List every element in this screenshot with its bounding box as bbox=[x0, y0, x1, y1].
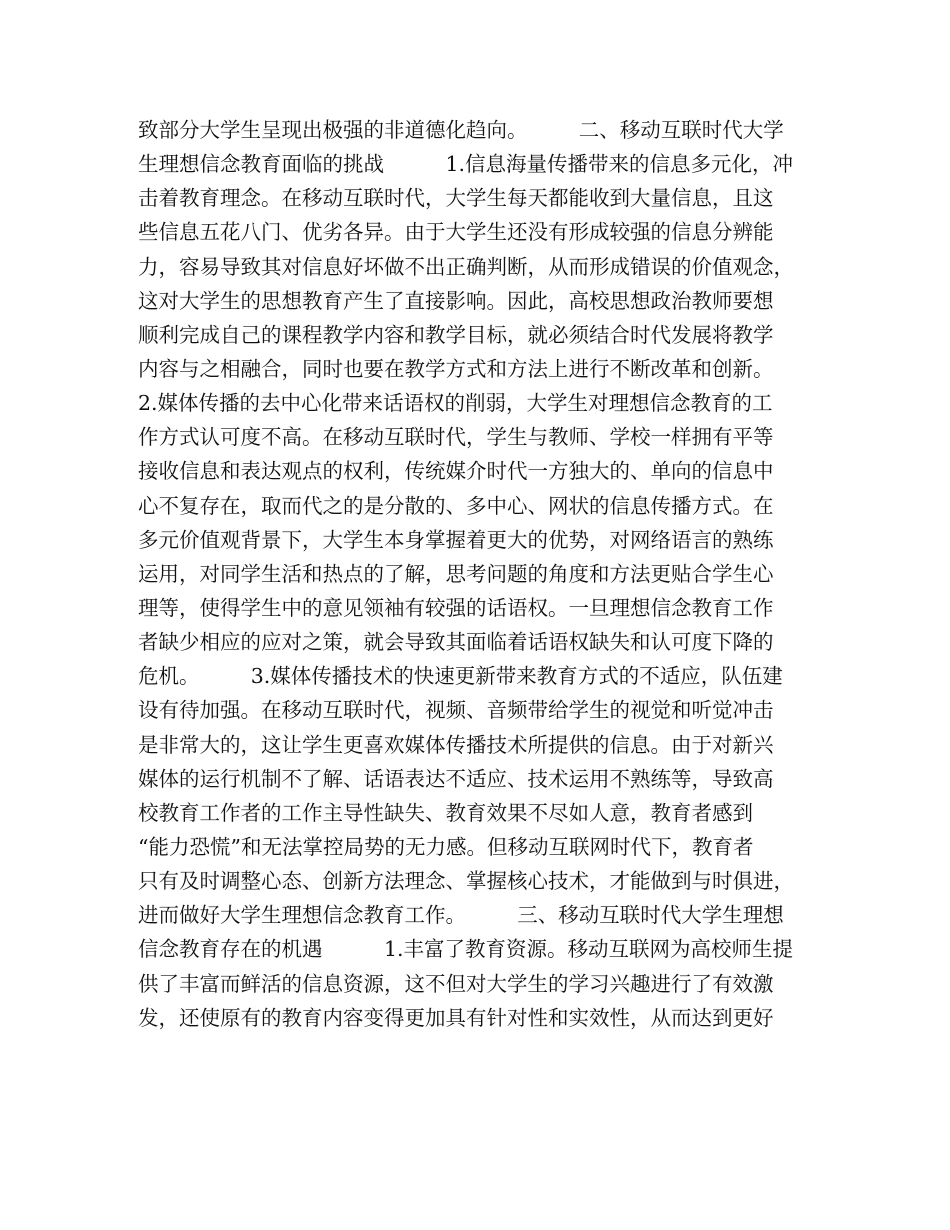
text-line: 这对大学生的思想教育产生了直接影响。因此，高校思想政治教师要想 bbox=[138, 288, 774, 313]
text-line: “能力恐慌”和无法掌控局势的无力感。但移动互联网时代下，教育者 bbox=[138, 834, 754, 859]
text-line: 生理想信念教育面临的挑战 1.信息海量传播带来的信息多元化，冲 bbox=[138, 152, 794, 177]
body-text bbox=[138, 113, 828, 1035]
text-line: 2.媒体传播的去中心化带来话语权的削弱，大学生对理想信念教育的工 bbox=[138, 391, 773, 416]
text-line: 些信息五花八门、优劣各异。由于大学生还没有形成较强的信息分辨能 bbox=[138, 220, 774, 245]
text-line: 是非常大的，这让学生更喜欢媒体传播技术所提供的信息。由于对新兴 bbox=[138, 732, 774, 757]
text-line: 设有待加强。在移动互联时代，视频、音频带给学生的视觉和听觉冲击 bbox=[138, 698, 774, 723]
text-line: 运用，对同学生活和热点的了解，思考问题的角度和方法更贴合学生心 bbox=[138, 561, 774, 586]
text-line: 进而做好大学生理想信念教育工作。 三、移动互联时代大学生理想 bbox=[138, 903, 784, 928]
text-line: 作方式认可度不高。在移动互联时代，学生与教师、学校一样拥有平等 bbox=[138, 425, 774, 450]
text-line: 力，容易导致其对信息好坏做不出正确判断，从而形成错误的价值观念， bbox=[138, 254, 794, 279]
text-line: 危机。 3.媒体传播技术的快速更新带来教育方式的不适应，队伍建 bbox=[138, 664, 783, 689]
text-line: 发，还使原有的教育内容变得更加具有针对性和实效性，从而达到更好 bbox=[138, 1005, 774, 1030]
text-line: 信念教育存在的机遇 1.丰富了教育资源。移动互联网为高校师生提 bbox=[138, 937, 794, 962]
text-line: 者缺少相应的应对之策，就会导致其面临着话语权缺失和认可度下降的 bbox=[138, 630, 774, 655]
text-line: 校教育工作者的工作主导性缺失、教育效果不尽如人意，教育者感到 bbox=[138, 800, 753, 825]
text-line: 理等，使得学生中的意见领袖有较强的话语权。一旦理想信念教育工作 bbox=[138, 595, 774, 620]
text-line: 多元价值观背景下，大学生本身掌握着更大的优势，对网络语言的熟练 bbox=[138, 527, 774, 552]
text-line: 顺利完成自己的课程教学内容和教学目标，就必须结合时代发展将教学 bbox=[138, 322, 774, 347]
text-line: 媒体的运行机制不了解、话语表达不适应、技术运用不熟练等，导致高 bbox=[138, 766, 774, 791]
text-line: 致部分大学生呈现出极强的非道德化趋向。 二、移动互联时代大学 bbox=[138, 118, 784, 142]
text-line: 心不复存在，取而代之的是分散的、多中心、网状的信息传播方式。在 bbox=[138, 493, 774, 518]
text-line: 只有及时调整心态、创新方法理念、掌握核心技术，才能做到与时俱进， bbox=[138, 869, 794, 894]
text-line: 击着教育理念。在移动互联时代，大学生每天都能收到大量信息，且这 bbox=[138, 186, 774, 211]
text-line: 供了丰富而鲜活的信息资源，这不但对大学生的学习兴趣进行了有效激 bbox=[138, 971, 774, 996]
text-line: 接收信息和表达观点的权利，传统媒介时代一方独大的、单向的信息中 bbox=[138, 459, 774, 484]
text-line: 内容与之相融合，同时也要在教学方式和方法上进行不断改革和创新。 bbox=[138, 356, 774, 381]
